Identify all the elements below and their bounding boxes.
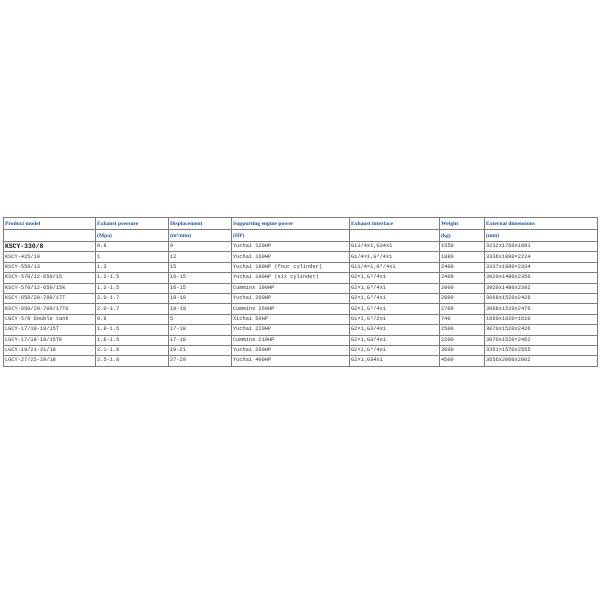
cell-engine-power: Yuchai 260HP: [232, 293, 350, 303]
cell-model: KSCY-570/12-650/15K: [4, 283, 96, 293]
table-row: [4, 252, 598, 262]
cell-dimensions: 3068x1520x2476: [485, 304, 598, 314]
unit-exhaust-pressure: (Mpa): [96, 230, 169, 242]
cell-model: LGCY-17/18-18/15T: [4, 325, 96, 335]
cell-interface: G2×1,G34x1: [350, 356, 440, 366]
header-engine-power: Supporting engine power: [232, 218, 350, 230]
header-weight: Weight: [440, 218, 485, 230]
cell-weight: 2000: [440, 283, 485, 293]
cell-model: KSCY-650/20-700/17TK: [4, 304, 96, 314]
cell-model: KSCY-550/13: [4, 262, 96, 272]
cell-displacement: 16-15: [169, 283, 232, 293]
cell-dimensions: 3070x1520x2426: [485, 325, 598, 335]
cell-dimensions: 3336x1880×2224: [485, 252, 598, 262]
cell-model: LGCY-27/25-29/18: [4, 356, 96, 366]
unit-external-dimensions: (mm): [485, 230, 598, 242]
table-row: [4, 335, 598, 345]
cell-weight: 2200: [440, 335, 485, 345]
cell-pressure: 1: [96, 252, 169, 262]
cell-dimensions: 3351×1570x2555: [485, 345, 598, 355]
table-row: [4, 325, 598, 335]
cell-displacement: 18-19: [169, 304, 232, 314]
cell-pressure: 1.2-1.5: [96, 283, 169, 293]
cell-displacement: 18-19: [169, 293, 232, 303]
cell-model: LGCY-19/21-21/18: [4, 345, 96, 355]
cell-model: KSCY-425/10: [4, 252, 96, 262]
cell-dimensions: 3920x1480x2356: [485, 273, 598, 283]
cell-displacement: 15: [169, 262, 232, 272]
cell-interface: G2×1,G³/4x1: [350, 293, 440, 303]
cell-engine-power: Yuchai 400HP: [232, 356, 350, 366]
table-row: [4, 283, 598, 293]
unit-engine-power: (HP): [232, 230, 350, 242]
cell-displacement: 16-15: [169, 273, 232, 283]
table-body: [4, 242, 598, 367]
cell-pressure: 1.8-1.5: [96, 335, 169, 345]
cell-model: KSCY-570/12-650/15: [4, 273, 96, 283]
cell-weight: 2800: [440, 293, 485, 303]
cell-interface: G2×1,G3/4x1: [350, 335, 440, 345]
cell-weight: 4500: [440, 356, 485, 366]
cell-dimensions: 1660x1020×1610: [485, 314, 598, 324]
cell-engine-power: Yuchai 190HP (four cylinder): [232, 262, 350, 272]
cell-model: KSCY-650/20-700/17T: [4, 293, 96, 303]
table-row: [4, 345, 598, 355]
cell-interface: G2×1,G3/4x1: [350, 325, 440, 335]
cell-model: LGCY-17/18-18/15TK: [4, 335, 96, 345]
cell-interface: G2×1,G³/4x1: [350, 304, 440, 314]
cell-displacement: 12: [169, 252, 232, 262]
cell-dimensions: 3656x2000x2802: [485, 356, 598, 366]
cell-interface: G1/4×1,G³/4x1: [350, 252, 440, 262]
header-product-model: Product model: [4, 218, 96, 230]
cell-model: KSCY-330/8: [4, 242, 96, 252]
table-row: [4, 356, 598, 366]
cell-weight: 740: [440, 314, 485, 324]
cell-engine-power: Yuchai 160HP: [232, 252, 350, 262]
cell-dimensions: 3068x1520x2426: [485, 293, 598, 303]
cell-interface: G2×1,G³/4x1: [350, 345, 440, 355]
cell-engine-power: Cummins 190HP: [232, 283, 350, 293]
cell-pressure: 2.0-1.7: [96, 293, 169, 303]
cell-weight: 3600: [440, 345, 485, 355]
unit-exhaust-interface: [350, 230, 440, 242]
cell-pressure: 2.1-1.8: [96, 345, 169, 355]
cell-engine-power: Yuchai 220HP: [232, 325, 350, 335]
cell-weight: 2700: [440, 304, 485, 314]
table-row: [4, 293, 598, 303]
cell-pressure: 2.5-1.8: [96, 356, 169, 366]
unit-displacement: (m³/min): [169, 230, 232, 242]
header-exhaust-pressure: Exhaust pressure: [96, 218, 169, 230]
header-unit-row: [4, 230, 598, 242]
specification-table: [3, 217, 598, 367]
table-row: [4, 262, 598, 272]
cell-interface: G1×1,G³/2x1: [350, 314, 440, 324]
header-exhaust-interface: Exhaust interface: [350, 218, 440, 230]
cell-pressure: 2.0-1.7: [96, 304, 169, 314]
cell-pressure: 0.8: [96, 314, 169, 324]
header-displacement: Displacement: [169, 218, 232, 230]
cell-pressure: 1.8-1.5: [96, 325, 169, 335]
cell-displacement: 27-29: [169, 356, 232, 366]
cell-interface: G11/4×1,G³/4x1: [350, 262, 440, 272]
cell-interface: G2×1,G³/4x1: [350, 273, 440, 283]
cell-dimensions: 3232x1760x1891: [485, 242, 598, 252]
cell-pressure: 1.2-1.5: [96, 273, 169, 283]
cell-dimensions: 3070x1520×2462: [485, 335, 598, 345]
cell-engine-power: Yuchai 260HP: [232, 345, 350, 355]
cell-dimensions: 3337x1880×2334: [485, 262, 598, 272]
cell-weight: 1880: [440, 252, 485, 262]
table-row: [4, 304, 598, 314]
cell-interface: G2×1,G³/4x1: [350, 283, 440, 293]
cell-displacement: 5: [169, 314, 232, 324]
cell-engine-power: Cummins 260HP: [232, 304, 350, 314]
cell-model: LGCY-5/8 Double tank: [4, 314, 96, 324]
header-label-row: [4, 218, 598, 230]
cell-interface: G11/4x1,G34x1: [350, 242, 440, 252]
cell-displacement: 19-21: [169, 345, 232, 355]
table-row: [4, 242, 598, 252]
cell-weight: 2400: [440, 262, 485, 272]
cell-engine-power: Cummins 210HP: [232, 335, 350, 345]
cell-engine-power: Yuchai 120HP: [232, 242, 350, 252]
cell-pressure: 0.8: [96, 242, 169, 252]
unit-weight: (kg): [440, 230, 485, 242]
cell-displacement: 17-18: [169, 335, 232, 345]
cell-pressure: 1.3: [96, 262, 169, 272]
cell-displacement: 17-18: [169, 325, 232, 335]
cell-weight: 1550: [440, 242, 485, 252]
table-row: [4, 314, 598, 324]
header-external-dimensions: External dimensions: [485, 218, 598, 230]
cell-weight: 2400: [440, 273, 485, 283]
cell-dimensions: 3920x1480x2392: [485, 283, 598, 293]
cell-engine-power: Yuchai 190HP (six cylinder): [232, 273, 350, 283]
unit-product-model: [4, 230, 96, 242]
table-row: [4, 273, 598, 283]
cell-displacement: 9: [169, 242, 232, 252]
cell-weight: 2500: [440, 325, 485, 335]
cell-engine-power: Xichai 50HP: [232, 314, 350, 324]
